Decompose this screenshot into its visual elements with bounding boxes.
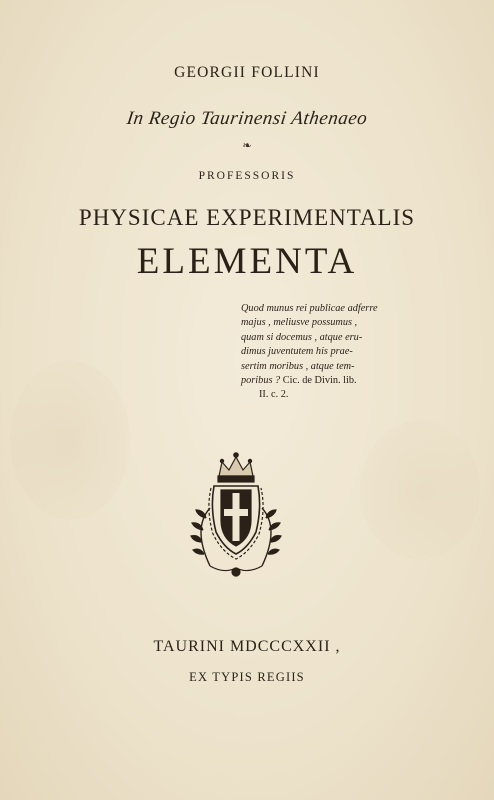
book-title: ELEMENTA bbox=[136, 241, 358, 282]
epigraph-line: sertim moribus , atque tem- bbox=[241, 360, 355, 372]
professorship-line: PROFESSORIS bbox=[198, 170, 296, 182]
imprint-printer: EX TYPIS REGIIS bbox=[189, 670, 305, 684]
author-name: GEORGII FOLLINI bbox=[174, 64, 320, 81]
epigraph-line: majus , meliusve possumus , bbox=[241, 317, 358, 329]
epigraph bbox=[241, 302, 429, 403]
epigraph-citation: Cic. de Divin. lib. bbox=[280, 375, 357, 387]
paper-stain bbox=[10, 360, 130, 520]
epigraph-line bbox=[241, 374, 429, 388]
epigraph-reference: II. c. 2. bbox=[259, 389, 289, 401]
imprint-place-date: TAURINI MDCCCXXII , bbox=[153, 638, 341, 655]
epigraph-line: Quod munus rei publicae adferre bbox=[241, 303, 378, 314]
author-affiliation: In Regio Taurinensi Athenaeo bbox=[125, 108, 369, 129]
epigraph-line-italic: poribus ? bbox=[241, 375, 281, 387]
savoy-crest-icon bbox=[184, 448, 288, 580]
book-subject: PHYSICAE EXPERIMENTALIS bbox=[78, 205, 416, 230]
ornament-icon: ❧ bbox=[242, 140, 252, 152]
epigraph-line: quam si docemus , atque eru- bbox=[241, 331, 363, 343]
paper-stain bbox=[360, 420, 480, 560]
epigraph-line: dimus juventutem his prae- bbox=[241, 346, 353, 358]
